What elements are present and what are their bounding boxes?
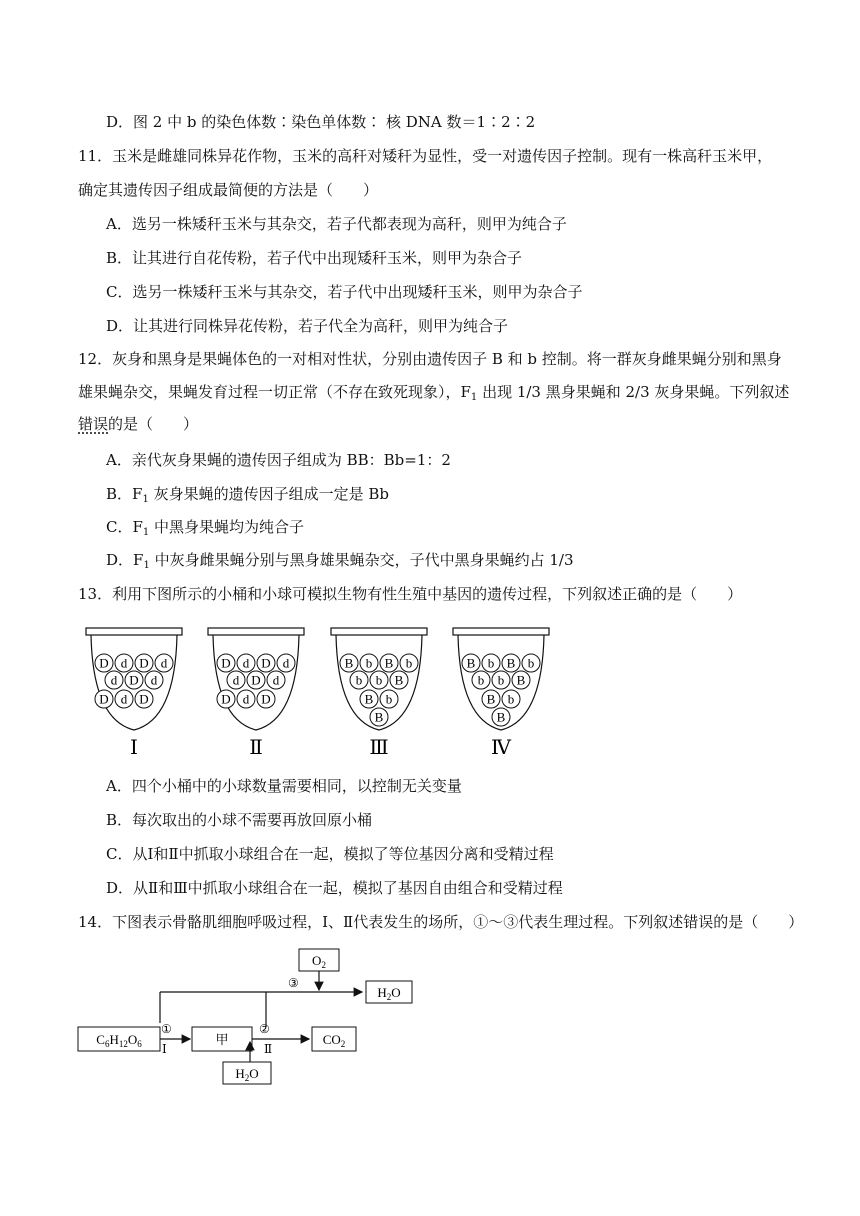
ball-label: d (232, 672, 240, 688)
ball-label: d (242, 691, 250, 707)
q12-option-a: A．亲代灰身果蝇的遗传因子组成为 BB：Bb=1：2 (106, 451, 451, 469)
ball-label: B (516, 672, 526, 688)
ball-label: B (486, 691, 496, 707)
ball-label: d (282, 655, 290, 671)
bucket-4 (453, 628, 549, 759)
ball-label: d (110, 672, 118, 688)
bucket-2 (208, 628, 304, 759)
ball-label: B (344, 655, 354, 671)
q12-option-d: D．$F_1$ 中灰身雌果蝇分别与黑身雄果蝇杂交，子代中黑身果蝇约占 1/3 (106, 551, 574, 571)
bucket-1 (86, 628, 182, 759)
q11-option-a: A．选另一株矮秆玉米与其杂交，若子代都表现为高秆，则甲为纯合子 (106, 215, 567, 233)
bucket-rim (86, 628, 182, 635)
ball-label: b (355, 672, 363, 688)
emphasis-mark: 错误 (78, 415, 109, 433)
q11-option-c: C．选另一株矮秆玉米与其杂交，若子代中出现矮秆玉米，则甲为杂合子 (106, 283, 583, 301)
q11-stem-line1: 11．玉米是雌雄同株异花作物，玉米的高秆对矮秆为显性，受一对遗传因子控制。现有一株高秆玉米甲， (78, 147, 773, 165)
q12-stem-line3: 错误的是（ ） (78, 415, 199, 433)
bucket-label: Ⅱ (249, 737, 263, 759)
bucket-rim (453, 628, 549, 635)
q10-option-d: D．图 2 中 b 的染色体数∶染色单体数∶ 核 DNA 数＝1∶2∶2 (106, 113, 536, 131)
h2o-bottom-label: $H_2O$ (235, 1066, 259, 1083)
ball-label: B (466, 655, 476, 671)
q13-option-b: B．每次取出的小球不需要再放回原小桶 (106, 811, 373, 829)
bucket-rim (208, 628, 304, 635)
q13-option-a: A．四个小桶中的小球数量需要相同，以控制无关变量 (106, 777, 462, 795)
ball-label: b (527, 655, 535, 671)
q12-option-b: B．$F_1$ 灰身果蝇的遗传因子组成一定是 Bb (106, 485, 389, 505)
ball-label: d (150, 672, 158, 688)
ball-label: b (497, 672, 505, 688)
ball-label: b (487, 655, 495, 671)
q11-option-b: B．让其进行自花传粉，若子代中出现矮秆玉米，则甲为杂合子 (106, 249, 523, 267)
ball-label: B (496, 709, 506, 725)
bucket-label: Ⅳ (491, 737, 511, 759)
ball-label: B (394, 672, 404, 688)
ball-label: b (405, 655, 413, 671)
glucose-label: $C_6H_{12}O_6$ (96, 1032, 142, 1049)
ball-label: B (374, 709, 384, 725)
q11-option-d: D．让其进行同株异花传粉，若子代全为高秆，则甲为纯合子 (106, 317, 509, 335)
site-1-label: Ⅰ (162, 1042, 167, 1056)
ball-label: b (365, 655, 373, 671)
bucket-3 (331, 628, 427, 759)
ball-label: d (242, 655, 250, 671)
q11-stem-line2: 确定其遗传因子组成最简便的方法是（ ） (78, 181, 379, 199)
o2-label: $O_2$ (312, 953, 326, 970)
intermediate-label: 甲 (215, 1032, 229, 1047)
q12-stem-line1: 12．灰身和黑身是果蝇体色的一对相对性状，分别由遗传因子 B 和 b 控制。将一群灰身雌果蝇分别和黑身 (78, 350, 782, 368)
ball-label: B (364, 691, 374, 707)
co2-label: $CO_2$ (322, 1032, 346, 1049)
ball-label: D (251, 672, 261, 688)
site-2-label: Ⅱ (264, 1042, 273, 1056)
ball-label: d (272, 672, 280, 688)
respiration-diagram (70, 940, 430, 1085)
ball-label: B (384, 655, 394, 671)
ball-label: D (139, 655, 149, 671)
ball-label: d (120, 691, 128, 707)
q12-option-c: C．$F_1$ 中黑身果蝇均为纯合子 (106, 518, 305, 538)
q13-stem: 13．利用下图所示的小桶和小球可模拟生物有性生殖中基因的遗传过程，下列叙述正确的是（ ） (78, 585, 743, 603)
q13-option-d: D．从Ⅱ和Ⅲ中抓取小球组合在一起，模拟了基因自由组合和受精过程 (106, 879, 563, 897)
ball-label: d (160, 655, 168, 671)
ball-label: b (375, 672, 383, 688)
bucket-label: Ⅰ (130, 737, 138, 759)
ball-label: D (99, 691, 109, 707)
ball-label: D (129, 672, 139, 688)
ball-label: B (506, 655, 516, 671)
q13-option-c: C．从Ⅰ和Ⅱ中抓取小球组合在一起，模拟了等位基因分离和受精过程 (106, 845, 554, 863)
q12-stem-line2: 雄果蝇杂交，果蝇发育过程一切正常（不存在致死现象），$F_1$ 出现 1/3 黑身果蝇和 2/3 灰身果蝇。下列叙述 (78, 383, 790, 403)
ball-label: D (99, 655, 109, 671)
ball-label: d (120, 655, 128, 671)
ball-label: D (261, 655, 271, 671)
bucket-label: Ⅲ (369, 737, 389, 759)
bucket-rim (331, 628, 427, 635)
step-1-label: ① (161, 1022, 172, 1036)
ball-label: D (139, 691, 149, 707)
ball-label: b (385, 691, 393, 707)
ball-label: b (477, 672, 485, 688)
h2o-top-label: $H_2O$ (377, 985, 401, 1002)
ball-label: D (221, 691, 231, 707)
q14-stem: 14．下图表示骨骼肌细胞呼吸过程，Ⅰ、Ⅱ代表发生的场所，①～③代表生理过程。下列叙述错误的是（ ） (78, 913, 804, 931)
step-3-label: ③ (288, 976, 299, 990)
step-2-label: ② (259, 1022, 270, 1036)
ball-label: D (261, 691, 271, 707)
ball-label: b (507, 691, 515, 707)
buckets-figure (80, 622, 560, 762)
ball-label: D (221, 655, 231, 671)
